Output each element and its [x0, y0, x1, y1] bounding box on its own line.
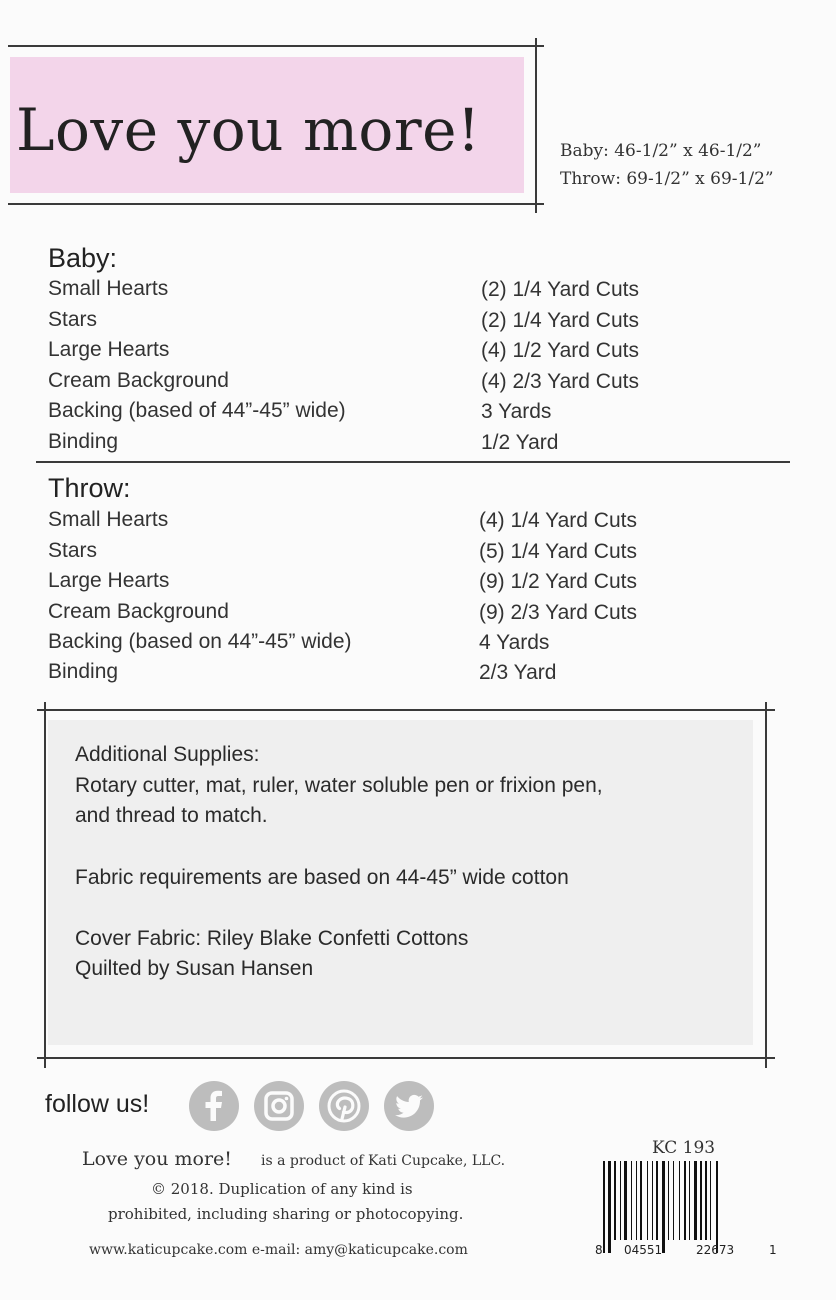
baby-item-amount: (2) 1/4 Yard Cuts	[481, 309, 639, 332]
baby-item-amount: (4) 1/2 Yard Cuts	[481, 339, 639, 362]
facebook-icon[interactable]	[189, 1081, 239, 1131]
supplies-frame-left	[44, 702, 46, 1068]
section-divider	[36, 461, 790, 463]
barcode-bar	[640, 1161, 642, 1240]
throw-item-amount: (4) 1/4 Yard Cuts	[479, 509, 637, 532]
throw-item-label: Binding	[48, 660, 119, 683]
barcode-bar	[710, 1161, 711, 1240]
baby-item-label: Backing (based of 44”-45” wide)	[48, 399, 346, 422]
barcode-bar	[631, 1161, 632, 1240]
footer-product-name: Love you more!	[82, 1148, 232, 1170]
throw-size: Throw: 69-1/2” x 69-1/2”	[560, 169, 774, 189]
copyright-line-2: prohibited, including sharing or photocopying.	[108, 1205, 464, 1223]
barcode-bar	[673, 1161, 674, 1240]
barcode-bar	[614, 1161, 616, 1240]
barcode-digit-group: 1	[769, 1243, 777, 1257]
barcode-bar	[608, 1161, 611, 1253]
supplies-frame-top	[37, 709, 775, 711]
baby-heading: Baby:	[48, 243, 118, 273]
throw-item-label: Small Hearts	[48, 508, 169, 531]
throw-item-amount: 2/3 Yard	[479, 661, 557, 684]
supplies-line-1: Rotary cutter, mat, ruler, water soluble pen or frixion pen,	[75, 774, 603, 797]
frame-bottom-line	[8, 203, 544, 205]
throw-item-amount: 4 Yards	[479, 631, 550, 654]
throw-item-amount: (9) 2/3 Yard Cuts	[479, 601, 637, 624]
throw-item-amount: (9) 1/2 Yard Cuts	[479, 570, 637, 593]
instagram-icon[interactable]	[254, 1081, 304, 1131]
cover-fabric: Cover Fabric: Riley Blake Confetti Cottons	[75, 927, 469, 950]
throw-item-amount: (5) 1/4 Yard Cuts	[479, 540, 637, 563]
baby-size: Baby: 46-1/2” x 46-1/2”	[560, 141, 762, 161]
barcode-bar	[694, 1161, 697, 1240]
barcode-digit-group: 8	[595, 1243, 603, 1257]
frame-right-line	[535, 38, 537, 213]
barcode-bar	[624, 1161, 627, 1240]
barcode-bar	[700, 1161, 702, 1240]
baby-item-amount: (4) 2/3 Yard Cuts	[481, 370, 639, 393]
barcode-bar	[662, 1161, 665, 1253]
throw-item-label: Cream Background	[48, 600, 229, 623]
baby-item-label: Cream Background	[48, 369, 229, 392]
supplies-frame-right	[765, 702, 767, 1068]
barcode-bar	[603, 1161, 605, 1253]
supplies-frame-bottom	[37, 1057, 775, 1059]
throw-heading: Throw:	[48, 473, 131, 503]
barcode-bar	[705, 1161, 707, 1240]
barcode-bar	[679, 1161, 680, 1240]
copyright-line-1: © 2018. Duplication of any kind is	[151, 1180, 413, 1198]
baby-item-label: Stars	[48, 308, 98, 331]
baby-item-label: Large Hearts	[48, 338, 170, 361]
pinterest-icon[interactable]	[319, 1081, 369, 1131]
barcode-bar	[656, 1161, 658, 1240]
barcode-bar	[684, 1161, 686, 1240]
barcode-bar	[620, 1161, 621, 1240]
barcode-bar	[689, 1161, 690, 1240]
follow-us-label: follow us!	[45, 1090, 150, 1118]
supplies-line-2: and thread to match.	[75, 804, 268, 827]
barcode-bar	[647, 1161, 648, 1240]
frame-top-line	[8, 45, 544, 47]
barcode-bar	[652, 1161, 653, 1240]
barcode-digit-group: 22673	[696, 1243, 735, 1257]
page-title: Love you more!	[16, 96, 481, 164]
product-code: KC 193	[652, 1138, 716, 1158]
barcode-bar	[636, 1161, 637, 1240]
throw-item-label: Stars	[48, 539, 98, 562]
footer-product-suffix: is a product of Kati Cupcake, LLC.	[261, 1153, 506, 1169]
baby-item-label: Small Hearts	[48, 277, 169, 300]
baby-item-amount: (2) 1/4 Yard Cuts	[481, 278, 639, 301]
baby-item-label: Binding	[48, 430, 119, 453]
barcode-bar	[716, 1161, 718, 1253]
baby-item-amount: 3 Yards	[481, 400, 552, 423]
throw-item-label: Backing (based on 44”-45” wide)	[48, 630, 352, 653]
barcode-digit-group: 04551	[624, 1243, 663, 1257]
throw-item-label: Large Hearts	[48, 569, 170, 592]
contact-info: www.katicupcake.com e-mail: amy@katicupcake.com	[89, 1242, 468, 1258]
twitter-icon[interactable]	[384, 1081, 434, 1131]
fabric-note: Fabric requirements are based on 44-45” wide cotton	[75, 866, 569, 889]
supplies-heading: Additional Supplies:	[75, 743, 260, 766]
quilted-by: Quilted by Susan Hansen	[75, 957, 314, 980]
baby-item-amount: 1/2 Yard	[481, 431, 559, 454]
barcode-bar	[668, 1161, 669, 1240]
